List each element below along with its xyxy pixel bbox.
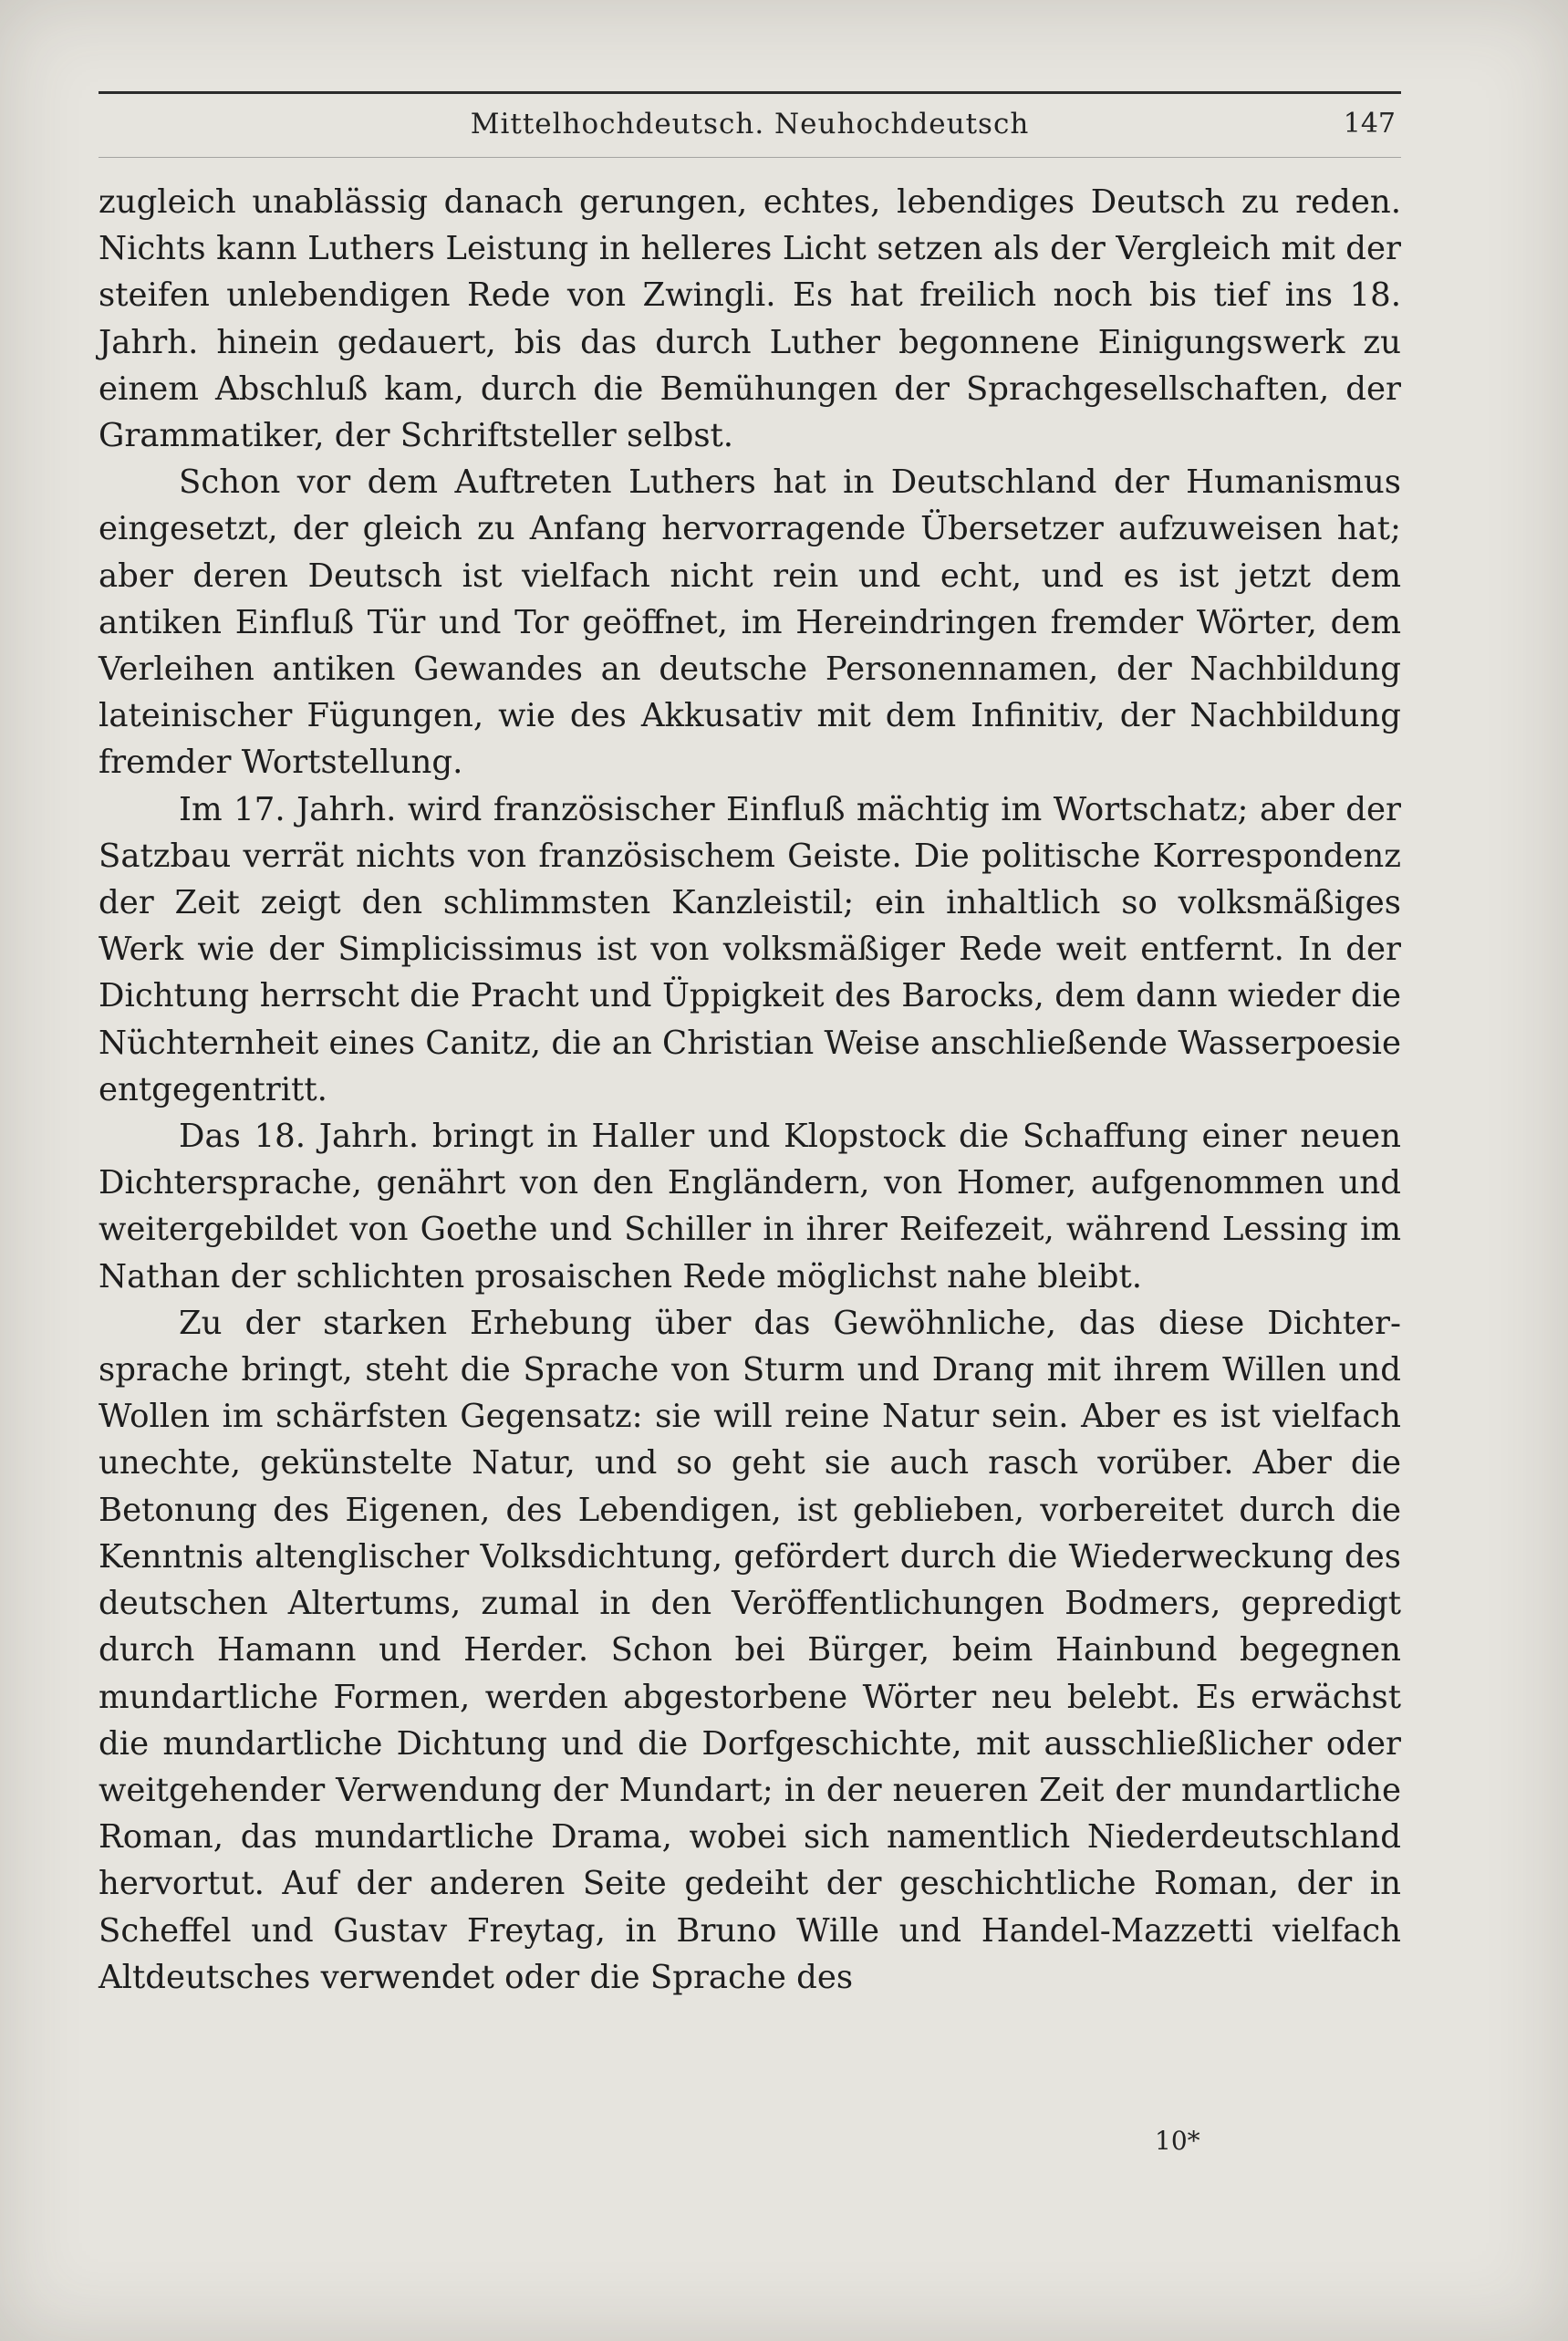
body-text <box>99 179 1401 2001</box>
paragraph-3: Im 17. Jahrh. wird französischer Einfluß mächtig im Wortschatz; aber der Satzbau verrät nichts von französischem Geiste. Die politische Korrespondenz der Zeit zeigt den schlimmsten Kanzleistil; ein inhaltlich so volksmäßiges Werk wie der Simplicissimus ist von volksmäßiger Rede weit entfernt. In der Dichtung herrscht die Pracht und Üppigkeit des Barocks, dem dann wieder die Nüchternheit eines Canitz, die an Christian Weise anschließende Wasserpoesie entgegentritt. <box>99 790 1402 1108</box>
paragraph-1: zugleich unablässig danach gerungen, echtes, lebendiges Deutsch zu reden. Nichts kann Luthers Leistung in helleres Licht setzen als der Vergleich mit der steifen unlebendigen Rede von Zwingli. Es hat freilich noch bis tief ins 18. Jahrh. hinein gedauert, bis das durch Luther begonnene Einigungswerk zu einem Abschluß kam, durch die Bemühungen der Sprachgesellschaften, der Grammatiker, der Schriftsteller selbst. <box>99 183 1401 455</box>
running-head: Mittelhochdeutsch. Neuhochdeutsch <box>470 108 1030 140</box>
paragraph-4: Das 18. Jahrh. bringt in Haller und Klopstock die Schaffung einer neuen Dichtersprache, genährt von den Engländern, von Homer, aufgenommen und weitergebildet von Goethe und Schiller in ihrer Reifezeit, während Lessing im Nathan der schlichten prosaischen Rede möglichst nahe bleibt. <box>99 1118 1401 1295</box>
paragraph-5: Zu der starken Erhebung über das Gewöhnliche, das diese Dichtersprache bringt, steht die Sprache von Sturm und Drang mit ihrem Willen und Wollen im schärfsten Gegensatz: sie will reine Natur sein. Aber es ist vielfach unechte, gekünstelte Natur, und so geht sie auch rasch vorüber. Aber die Betonung des Eigenen, des Lebendigen, ist geblieben, vorbereitet durch die Kenntnis altenglischer Volksdichtung, gefördert durch die Wiederweckung des deutschen Altertums, zumal in den Veröffentlichungen Bodmers, gepredigt durch Hamann und Herder. Schon bei Bürger, beim Hainbund begegnen mundartliche Formen, werden abgestorbene Wörter neu belebt. Es erwächst die mundartliche Dichtung und die Dorfgeschichte, mit ausschließlicher oder weitgehender Verwendung der Mundart; in der neueren Zeit der mundartliche Roman, das mundartliche Drama, wobei sich namentlich Niederdeutschland hervortut. Auf der anderen Seite gedeiht der geschichtliche Roman, der in Scheffel und Gustav Freytag, in Bruno Wille und Handel-Mazzetti vielfach Altdeutsches verwendet oder die Sprache des <box>99 1304 1401 1996</box>
header-rule <box>99 91 1401 94</box>
page-number: 147 <box>1343 108 1396 140</box>
signature-mark: 10* <box>1155 2126 1200 2156</box>
page-header <box>99 108 1401 153</box>
paragraph-2: Schon vor dem Auftreten Luthers hat in Deutschland der Humanismus eingesetzt, der gleich zu Anfang hervorragende Übersetzer aufzuweisen hat; aber deren Deutsch ist vielfach nicht rein und echt, und es ist jetzt dem antiken Einfluß Tür und Tor geöffnet, im Hereindringen fremder Wörter, dem Verleihen antiken Gewandes an deutsche Personennamen, der Nachbildung lateinischer Fügungen, wie des Akkusativ mit dem Infinitiv, der Nachbildung fremder Wortstellung. <box>99 463 1401 782</box>
header-underline <box>99 157 1401 158</box>
